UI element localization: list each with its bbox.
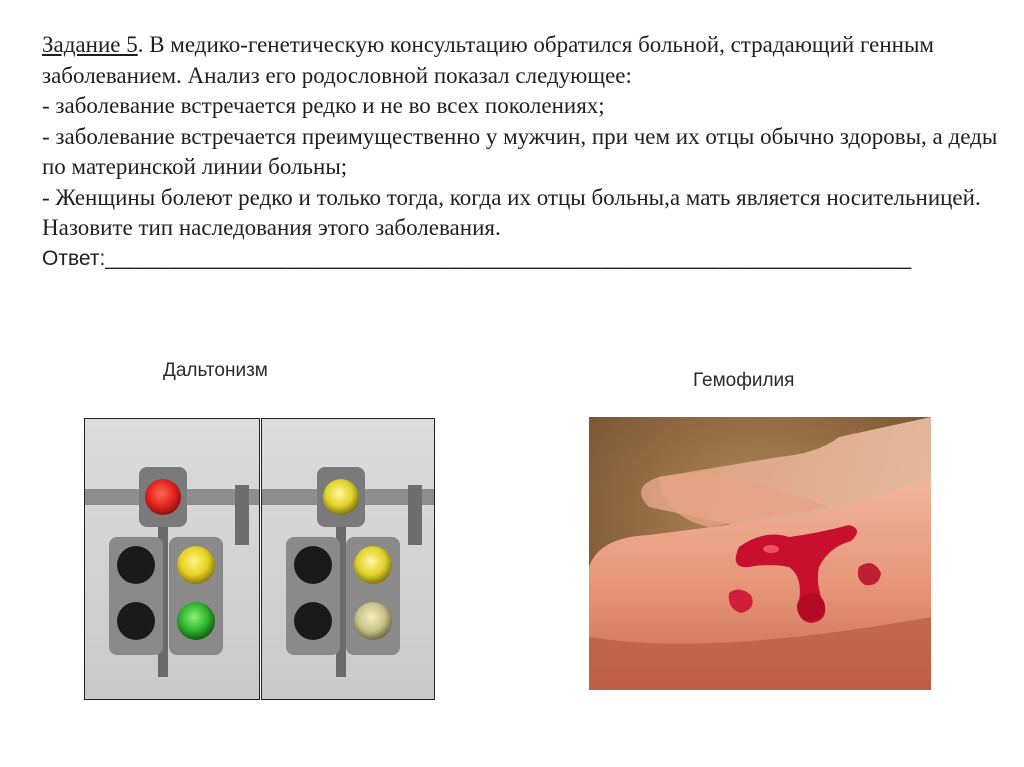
task-point-1: - заболевание встречается редко и не во всех поколениях; (42, 93, 605, 118)
traffic-light-colorblind-image (261, 418, 435, 700)
task-label: Задание 5 (42, 32, 138, 57)
red-light (145, 479, 181, 515)
caption-daltonism: Дальтонизм (163, 360, 268, 381)
yellow-light (177, 546, 215, 584)
task-point-3: - Женщины болеют редко и только тогда, когда их отцы больны,а мать является носительницей. (42, 184, 981, 210)
bleeding-finger-image (589, 417, 931, 690)
green-light (177, 602, 215, 640)
answer-line: Ответ:_____________________________________________________________________ (42, 246, 912, 270)
task-intro-text: . В медико-генетическую консультацию обратился больной, страдающий генным заболеванием. Анализ его родословной показал следующее: (42, 32, 934, 88)
task-point-2: - заболевание встречается преимущественно у мужчин, при чем их отцы обычно здоровы, а деды по материнской линии больны; (42, 123, 998, 179)
caption-hemophilia: Гемофилия (693, 370, 795, 391)
task-intro (42, 30, 1002, 91)
task-question: Назовите тип наследования этого заболевания. (42, 215, 501, 240)
traffic-light-normal-image (84, 418, 260, 700)
task-block (42, 30, 1002, 274)
